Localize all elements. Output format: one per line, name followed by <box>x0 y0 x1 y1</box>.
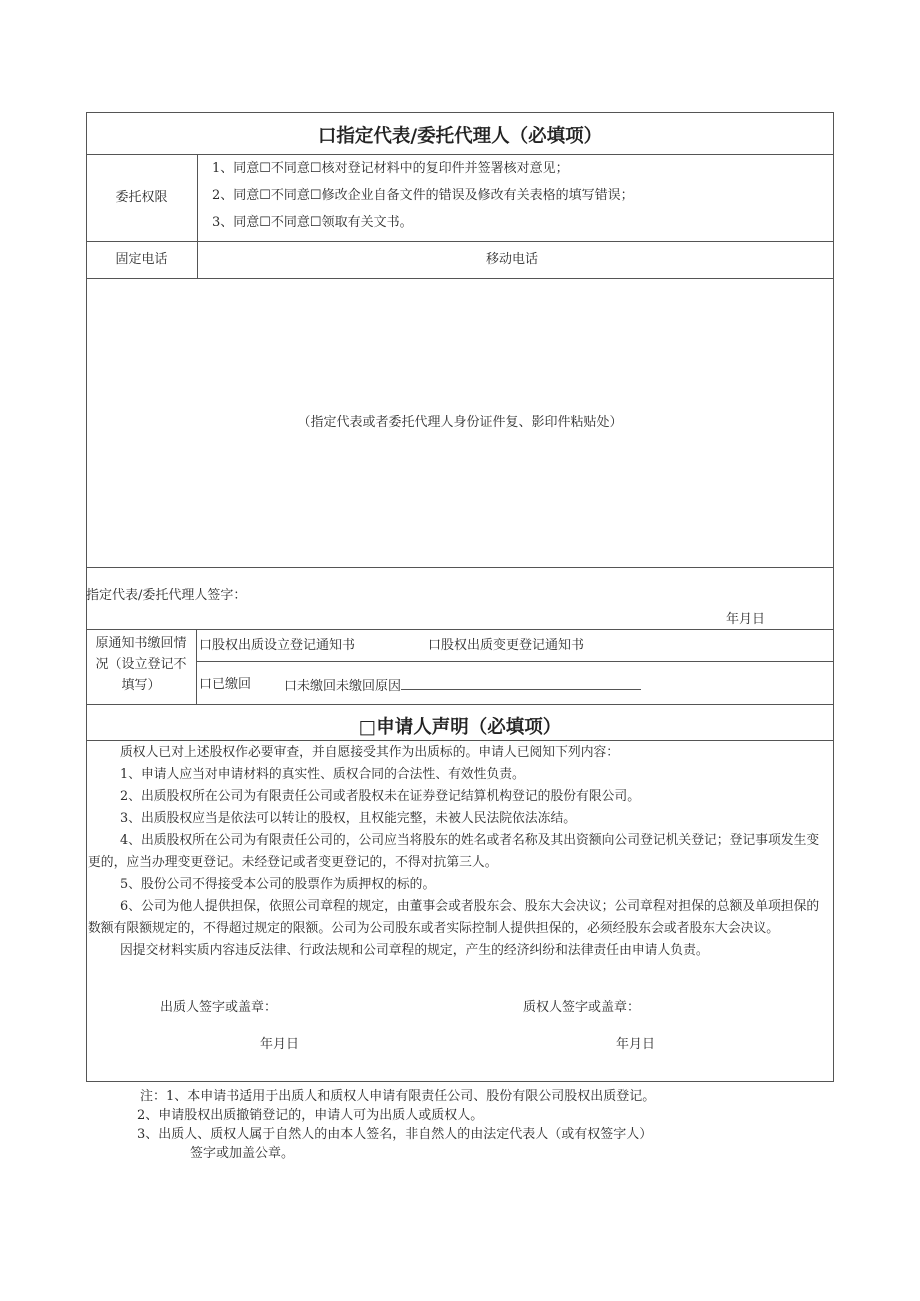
pledgee-signature-date: 年月日 <box>616 1037 656 1052</box>
declaration-paragraph: 6、公司为他人提供担保，依照公司章程的规定，由董事会或者股东会、股东大会决议；公司章程对担保的总额及单项担保的数额有限额规定的，不得超过规定的限额。公司为公司股东或者实际控制人提供担保的，必须经股东会或者股东大会决议。 <box>88 899 820 936</box>
section-title-agent: 口指定代表/委托代理人（必填项） <box>317 126 603 147</box>
agent-signature-date: 年月日 <box>726 612 766 627</box>
declaration-paragraph: 5、股份公司不得接受本公司的股票作为质押权的标的。 <box>120 877 436 892</box>
footnote: 注：1、本申请书适用于出质人和质权人申请有限责任公司、股份有限公司股权出质登记。 <box>140 1089 656 1104</box>
authority-label: 委托权限 <box>115 190 168 205</box>
declaration-body <box>88 742 828 962</box>
mobile-phone-label: 移动电话 <box>486 252 539 267</box>
section-title-declaration: □申请人声明（必填项） <box>358 717 562 738</box>
not-returned-reason-field[interactable] <box>401 676 641 690</box>
pledgee-signature-label: 质权人签字或盖章： <box>523 1000 641 1015</box>
id-copy-placeholder: （指定代表或者委托代理人身份证件复、影印件粘贴处） <box>297 415 623 430</box>
authority-item: 1、同意☐不同意☐核对登记材料中的复印件并签署核对意见； <box>212 161 569 176</box>
notice-return-label: 原通知书缴回情 况（设立登记不 填写） <box>95 636 187 693</box>
authority-item: 2、同意☐不同意☐修改企业自备文件的错误及修改有关表格的填写错误； <box>212 188 634 203</box>
checkbox-not-returned[interactable]: 口未缴回未缴回原因 <box>284 679 402 694</box>
agent-signature-label: 指定代表/委托代理人签字： <box>86 588 247 603</box>
declaration-paragraph: 因提交材料实质内容违反法律、行政法规和公司章程的规定，产生的经济纠纷和法律责任由申请人负责。 <box>120 943 709 958</box>
not-returned-row <box>284 676 641 695</box>
declaration-paragraph: 2、出质股权所在公司为有限责任公司或者股权未在证券登记结算机构登记的股份有限公司。 <box>120 789 641 804</box>
footnote: 3、出质人、质权人属于自然人的由本人签名，非自然人的由法定代表人（或有权签字人） <box>137 1127 653 1142</box>
footnote: 签字或加盖公章。 <box>190 1146 295 1161</box>
authority-item: 3、同意☐不同意☐领取有关文书。 <box>212 215 413 230</box>
declaration-paragraph: 1、申请人应当对申请材料的真实性、质权合同的合法性、有效性负责。 <box>120 767 525 782</box>
declaration-paragraph: 4、出质股权所在公司为有限责任公司的，公司应当将股东的姓名或者名称及其出资额向公司登记机关登记；登记事项发生变更的，应当办理变更登记。未经登记或者变更登记的，不得对抗第三人。 <box>88 833 820 870</box>
pledgor-signature-label: 出质人签字或盖章： <box>160 1000 278 1015</box>
checkbox-change-notice[interactable]: 口股权出质变更登记通知书 <box>428 638 585 653</box>
footnote: 2、申请股权出质撤销登记的，申请人可为出质人或质权人。 <box>137 1108 484 1123</box>
checkbox-returned[interactable]: 口已缴回 <box>199 677 252 692</box>
pledgor-signature-date: 年月日 <box>260 1037 300 1052</box>
declaration-paragraph: 3、出质股权应当是依法可以转让的股权，且权能完整，未被人民法院依法冻结。 <box>120 811 577 826</box>
declaration-paragraph: 质权人已对上述股权作必要审查，并自愿接受其作为出质标的。申请人已阅知下列内容： <box>120 745 620 760</box>
fixed-phone-label: 固定电话 <box>115 252 168 267</box>
checkbox-setup-notice[interactable]: 口股权出质设立登记通知书 <box>199 638 356 653</box>
